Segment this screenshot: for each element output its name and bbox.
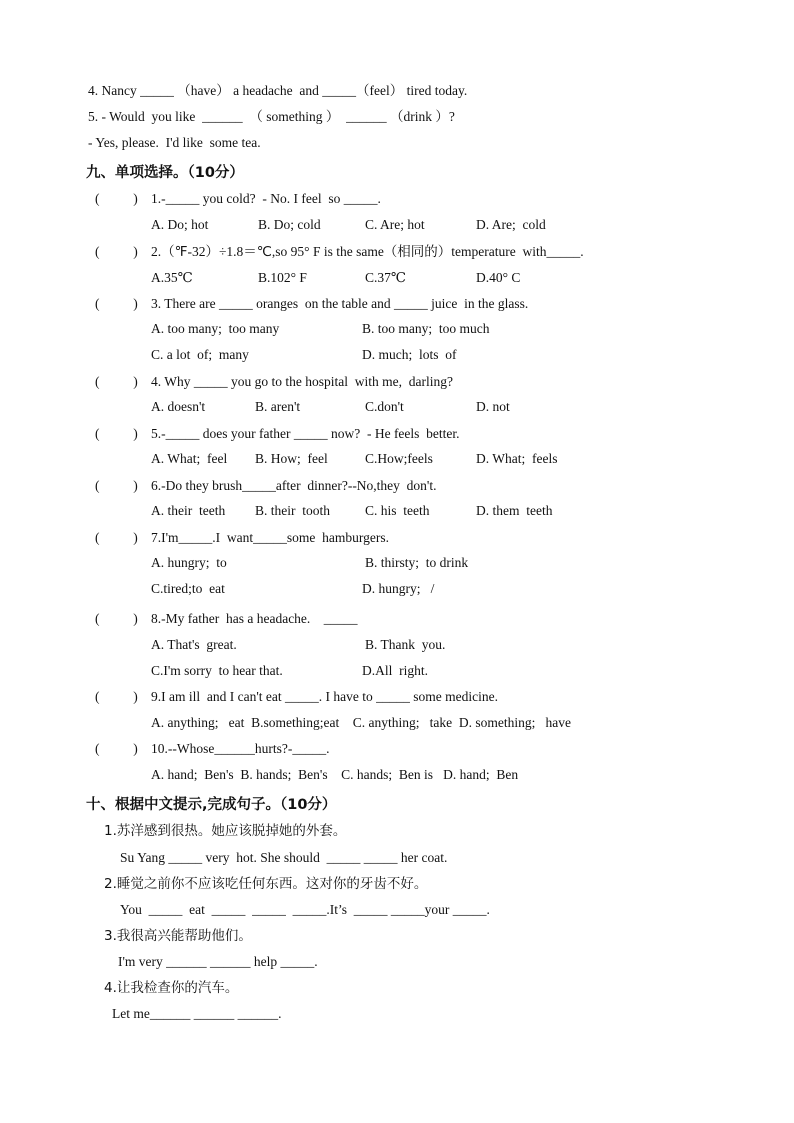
translation-4-english: Let me______ ______ ______. xyxy=(112,1006,282,1021)
answer-blank-7: ( ) xyxy=(95,530,138,545)
translation-2-chinese: 2.睡觉之前你不应该吃任何东西。这对你的牙齿不好。 xyxy=(104,876,428,892)
question-1-option-b: B. Do; cold xyxy=(258,217,321,232)
translation-1-english: Su Yang _____ very hot. She should _____ _____ her coat. xyxy=(120,850,448,865)
answer-blank-3: ( ) xyxy=(95,296,138,311)
question-9-stem: 9.I am ill and I can't eat _____. I have to _____ some medicine. xyxy=(151,689,498,704)
question-6-option-d: D. them teeth xyxy=(476,503,553,518)
question-4-option-c: C.don't xyxy=(365,399,404,414)
question-4-stem: 4. Why _____ you go to the hospital with me, darling? xyxy=(151,374,453,389)
answer-blank-9: ( ) xyxy=(95,689,138,704)
answer-blank-6: ( ) xyxy=(95,478,138,493)
question-5-option-d: D. What; feels xyxy=(476,451,558,466)
question-5-option-c: C.How;feels xyxy=(365,451,433,466)
question-8-stem: 8.-My father has a headache. _____ xyxy=(151,611,358,626)
question-1-option-a: A. Do; hot xyxy=(151,217,209,232)
question-7-option-d: D. hungry; / xyxy=(362,581,435,596)
translation-2-english: You _____ eat _____ _____ _____.It’s _____ _____your _____. xyxy=(120,902,490,917)
question-7-option-b: B. thirsty; to drink xyxy=(365,555,469,570)
question-4-option-a: A. doesn't xyxy=(151,399,206,414)
question-2-option-a: A.35℃ xyxy=(151,270,193,285)
question-7-option-a: A. hungry; to xyxy=(151,555,227,570)
question-5-stem: 5.-_____ does your father _____ now? - He feels better. xyxy=(151,426,460,441)
translation-4-chinese: 4.让我检查你的汽车。 xyxy=(104,980,239,996)
question-10-stem: 10.--Whose______hurts?-_____. xyxy=(151,741,330,756)
answer-blank-10: ( ) xyxy=(95,741,138,756)
question-1-option-c: C. Are; hot xyxy=(365,217,425,232)
answer-blank-8: ( ) xyxy=(95,611,138,626)
translation-3-english: I'm very ______ ______ help _____. xyxy=(118,954,318,969)
part8-question-4: 4. Nancy _____ （have） a headache and _____（feel） tired today. xyxy=(88,83,468,98)
translation-3-chinese: 3.我很高兴能帮助他们。 xyxy=(104,928,252,944)
question-2-stem: 2.（℉-32）÷1.8＝℃,so 95° F is the same（相同的）temperature with_____. xyxy=(151,244,584,259)
question-1-stem: 1.-_____ you cold? - No. I feel so _____. xyxy=(151,191,381,206)
question-10-options: A. hand; Ben's B. hands; Ben's C. hands; Ben is D. hand; Ben xyxy=(151,767,519,782)
question-8-option-c: C.I'm sorry to hear that. xyxy=(151,663,283,678)
question-8-option-a: A. That's great. xyxy=(151,637,237,652)
answer-blank-5: ( ) xyxy=(95,426,138,441)
question-9-options: A. anything; eat B.something;eat C. anything; take D. something; have xyxy=(151,715,571,730)
question-6-option-a: A. their teeth xyxy=(151,503,226,518)
question-7-stem: 7.I'm_____.I want_____some hamburgers. xyxy=(151,530,390,545)
answer-blank-2: ( ) xyxy=(95,244,138,259)
question-8-option-b: B. Thank you. xyxy=(365,637,446,652)
question-6-option-c: C. his teeth xyxy=(365,503,430,518)
question-3-option-c: C. a lot of; many xyxy=(151,347,249,362)
question-3-stem: 3. There are _____ oranges on the table and _____ juice in the glass. xyxy=(151,296,529,311)
question-7-option-c: C.tired;to eat xyxy=(151,581,225,596)
translation-1-chinese: 1.苏洋感到很热。她应该脱掉她的外套。 xyxy=(104,823,347,839)
question-3-option-b: B. too many; too much xyxy=(362,321,490,336)
part8-question-5: 5. - Would you like ______ （ something ） ______ （drink ）? xyxy=(88,109,455,124)
question-8-option-d: D.All right. xyxy=(362,663,428,678)
section-9-title: 九、单项选择。（10分） xyxy=(86,165,244,181)
question-4-option-d: D. not xyxy=(476,399,510,414)
answer-blank-1: ( ) xyxy=(95,191,138,206)
answer-blank-4: ( ) xyxy=(95,374,138,389)
question-2-option-c: C.37℃ xyxy=(365,270,406,285)
question-6-option-b: B. their tooth xyxy=(255,503,330,518)
question-5-option-b: B. How; feel xyxy=(255,451,328,466)
question-2-option-b: B.102° F xyxy=(258,270,307,285)
question-4-option-b: B. aren't xyxy=(255,399,301,414)
question-6-stem: 6.-Do they brush_____after dinner?--No,they don't. xyxy=(151,478,437,493)
part8-question-5-reply: - Yes, please. I'd like some tea. xyxy=(88,135,261,150)
question-2-option-d: D.40° C xyxy=(476,270,521,285)
question-5-option-a: A. What; feel xyxy=(151,451,228,466)
question-3-option-d: D. much; lots of xyxy=(362,347,457,362)
question-1-option-d: D. Are; cold xyxy=(476,217,546,232)
question-3-option-a: A. too many; too many xyxy=(151,321,280,336)
section-10-title: 十、根据中文提示,完成句子。（10分） xyxy=(86,797,337,813)
